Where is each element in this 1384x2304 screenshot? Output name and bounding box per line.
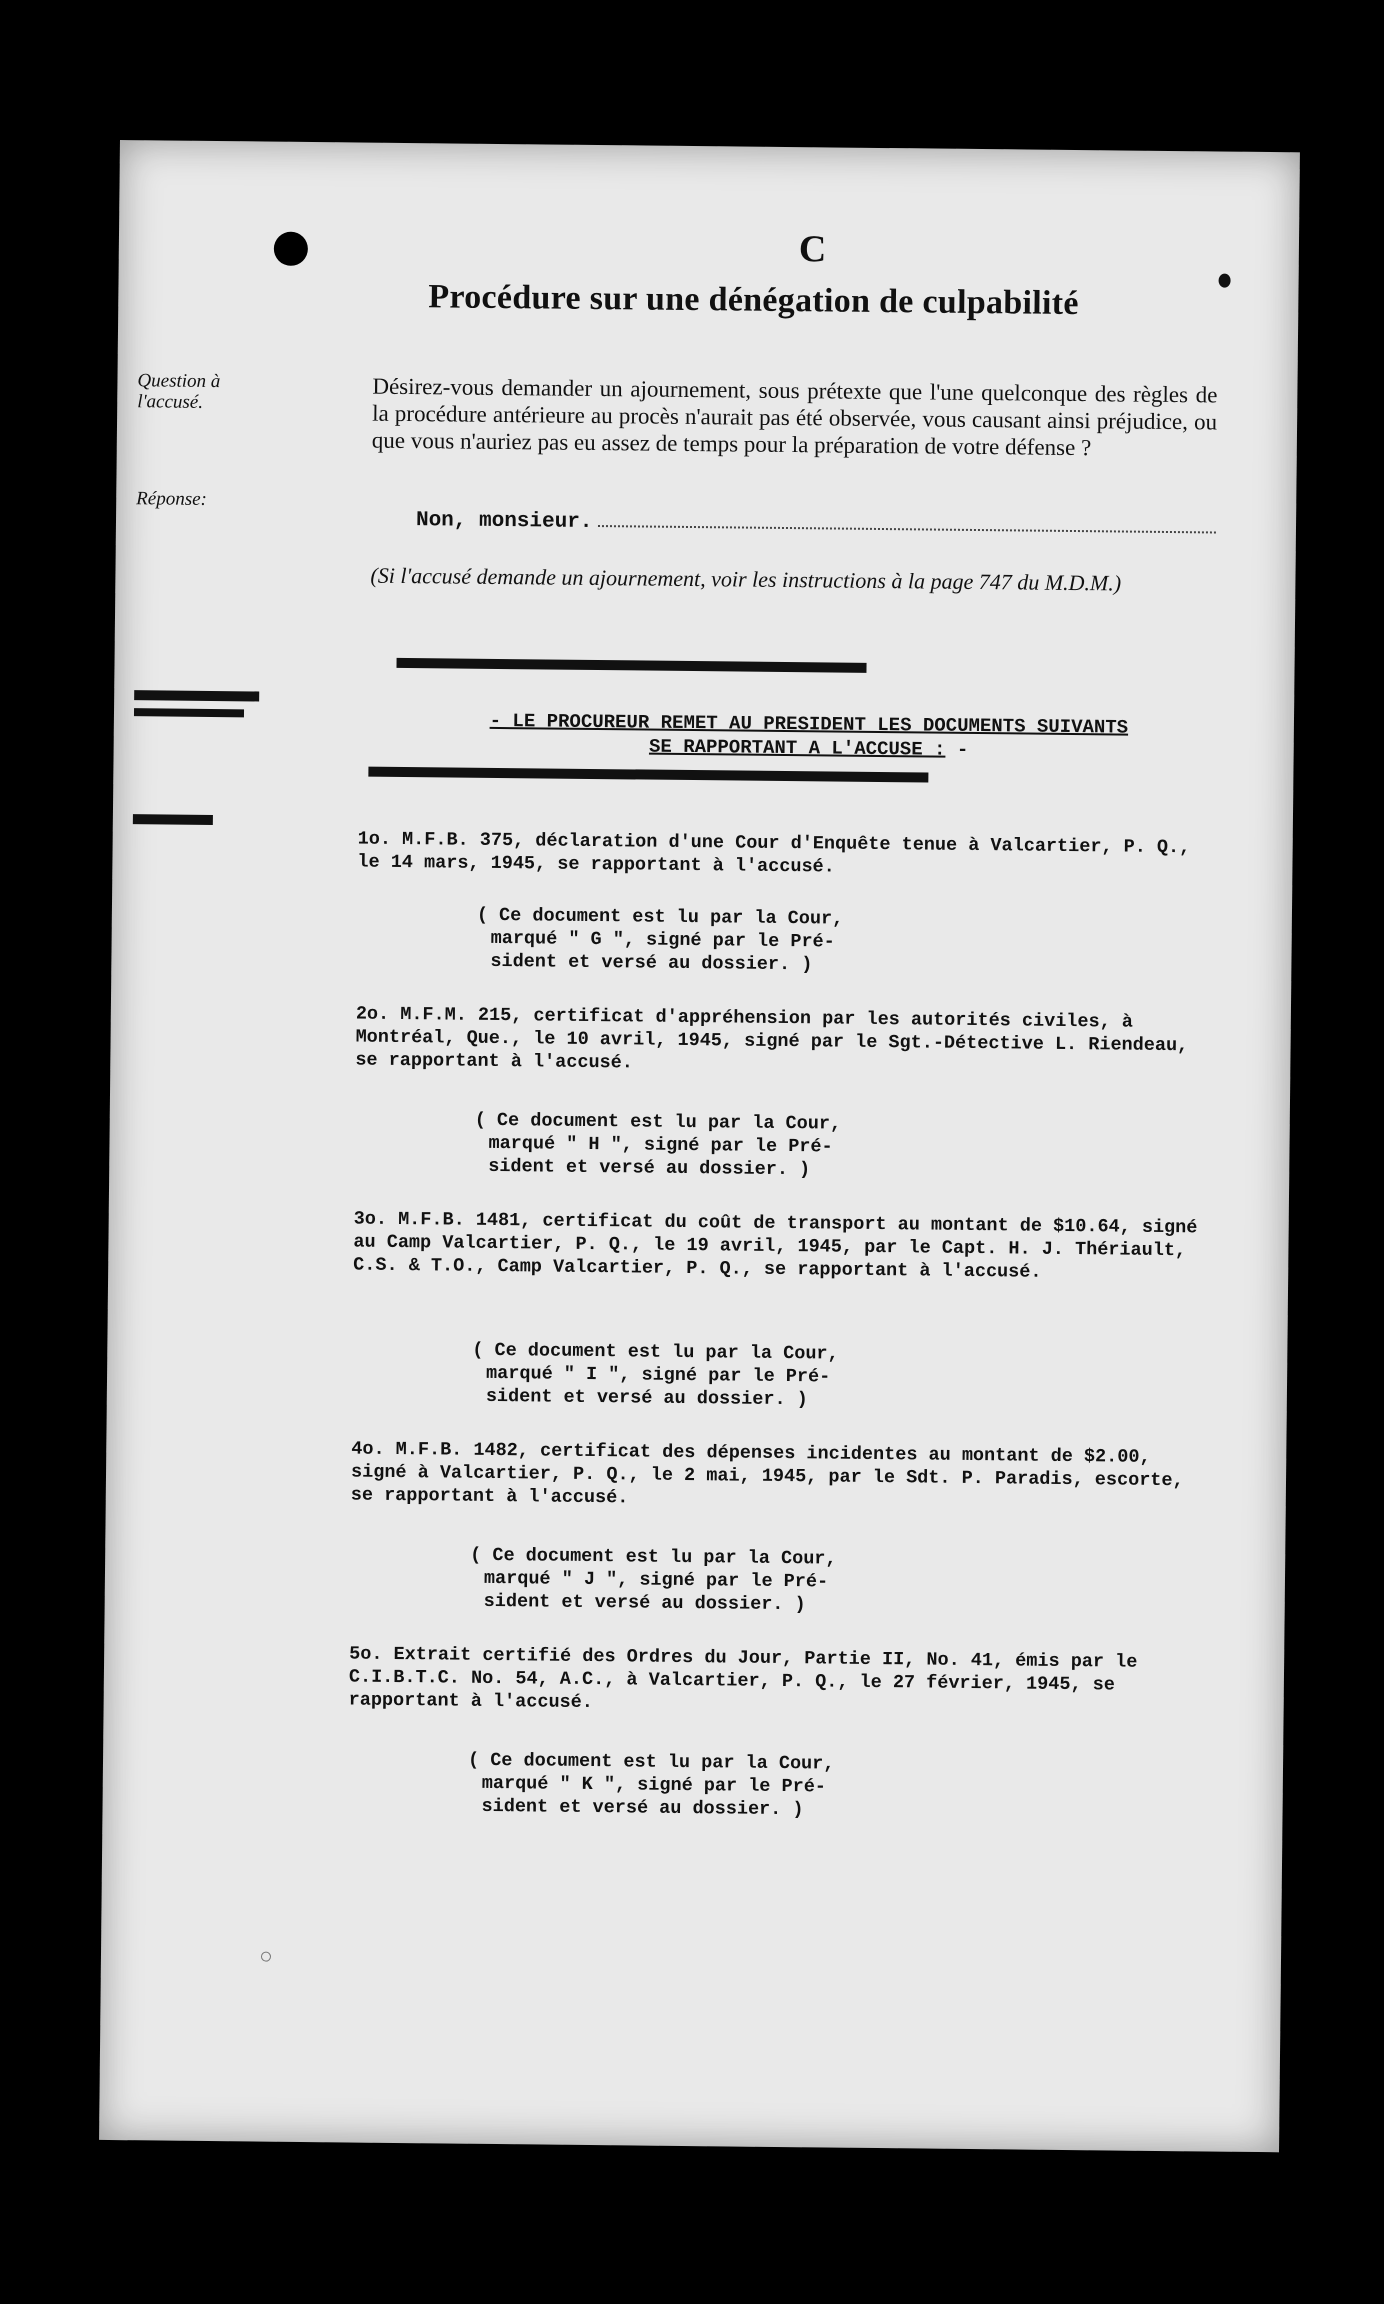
instruction-text: (Si l'accusé demande un ajournement, voir les instructions à la page 747 du M.D.M.) (370, 562, 1122, 596)
document-note (474, 1109, 875, 1182)
document-item: 2o. M.F.M. 215, certificat d'appréhension par les autorités civiles, à Montréal, Que., le 10 avril, 1945, signé par le Sgt.-Détective L. Riendeau, se rapportant à l'accusé. (355, 1003, 1189, 1074)
margin-response-label: Réponse: (136, 488, 208, 510)
note-line: ( Ce document est lu par la Cour, (472, 1339, 839, 1365)
note-line: sident et versé au dossier. ) (490, 950, 813, 976)
heading-line-2: SE RAPPORTANT A L'ACCUSE : (648, 735, 946, 761)
redaction-bar (396, 658, 866, 673)
note-line: ( Ce document est lu par la Cour, (467, 1749, 835, 1775)
note-line: ( Ce document est lu par la Cour, (476, 904, 844, 930)
note-line: marqué " G ", signé par le Pré- (490, 927, 835, 953)
redaction-bar (368, 767, 928, 783)
heading-dash: - (956, 738, 969, 761)
note-line: marqué " J ", signé par le Pré- (483, 1567, 829, 1593)
note-line: sident et versé au dossier. ) (485, 1385, 808, 1411)
redaction-bar (133, 814, 213, 825)
response-text: Non, monsieur. (415, 509, 593, 534)
note-line: marqué " H ", signé par le Pré- (488, 1132, 833, 1158)
document-note (467, 1749, 868, 1822)
document-item: 5o. Extrait certifié des Ordres du Jour, Partie II, No. 41, émis par le C.I.B.T.C. No. 54, A.C., à Valcartier, P. Q., le 27 février, 1945, se rapportant à l'accusé. (348, 1643, 1138, 1714)
document-item: 4o. M.F.B. 1482, certificat des dépenses incidentes au montant de $2.00, signé à Valcartier, P. Q., le 2 mai, 1945, par le Sdt. P. Paradis, escorte, se rapportant à l'accusé. (350, 1438, 1184, 1509)
section-letter: C (798, 228, 827, 271)
response-dotted-line (598, 509, 1216, 533)
paper-speck (261, 1952, 271, 1962)
note-line: sident et versé au dossier. ) (483, 1590, 806, 1616)
document-page (99, 140, 1300, 2152)
punch-hole (274, 232, 308, 266)
redaction-bar (134, 690, 259, 701)
document-item: 3o. M.F.B. 1481, certificat du coût de transport au montant de $10.64, signé au Camp Valcartier, P. Q., le 19 avril, 1945, par le Capt. H. J. Thériault, C.S. & T.O., Camp Valcartier, P. Q., se rapportant à l'accusé. (353, 1208, 1198, 1283)
note-line: sident et versé au dossier. ) (488, 1155, 811, 1181)
heading-line-1: - LE PROCUREUR REMET AU PRESIDENT LES DOCUMENTS SUIVANTS (489, 709, 1129, 739)
redaction-bar (134, 708, 244, 717)
page-title: Procédure sur une dénégation de culpabilité (428, 278, 1079, 323)
note-line: sident et versé au dossier. ) (481, 1795, 804, 1821)
ink-dot (1219, 274, 1231, 288)
note-line: marqué " I ", signé par le Pré- (485, 1362, 831, 1388)
section-heading (394, 708, 1224, 765)
document-note (476, 904, 877, 977)
document-item: 1o. M.F.B. 375, déclaration d'une Cour d'Enquête tenue à Valcartier, P. Q., le 14 mars, 1945, se rapportant à l'accusé. (357, 828, 1191, 878)
margin-question-label: Question à l'accusé. (137, 370, 221, 413)
document-note (470, 1544, 871, 1617)
response-line (416, 507, 1216, 540)
note-line: ( Ce document est lu par la Cour, (474, 1109, 842, 1135)
document-note (472, 1339, 873, 1412)
question-text: Désirez-vous demander un ajournement, sous prétexte que l'une quelconque des règles de la procédure antérieure au procès n'aurait pas été observée, vous causant ainsi préjudice, ou que vous n'auriez pas eu assez de temps pour la préparation de votre défense ? (371, 373, 1218, 461)
note-line: marqué " K ", signé par le Pré- (481, 1772, 827, 1798)
note-line: ( Ce document est lu par la Cour, (470, 1544, 837, 1570)
